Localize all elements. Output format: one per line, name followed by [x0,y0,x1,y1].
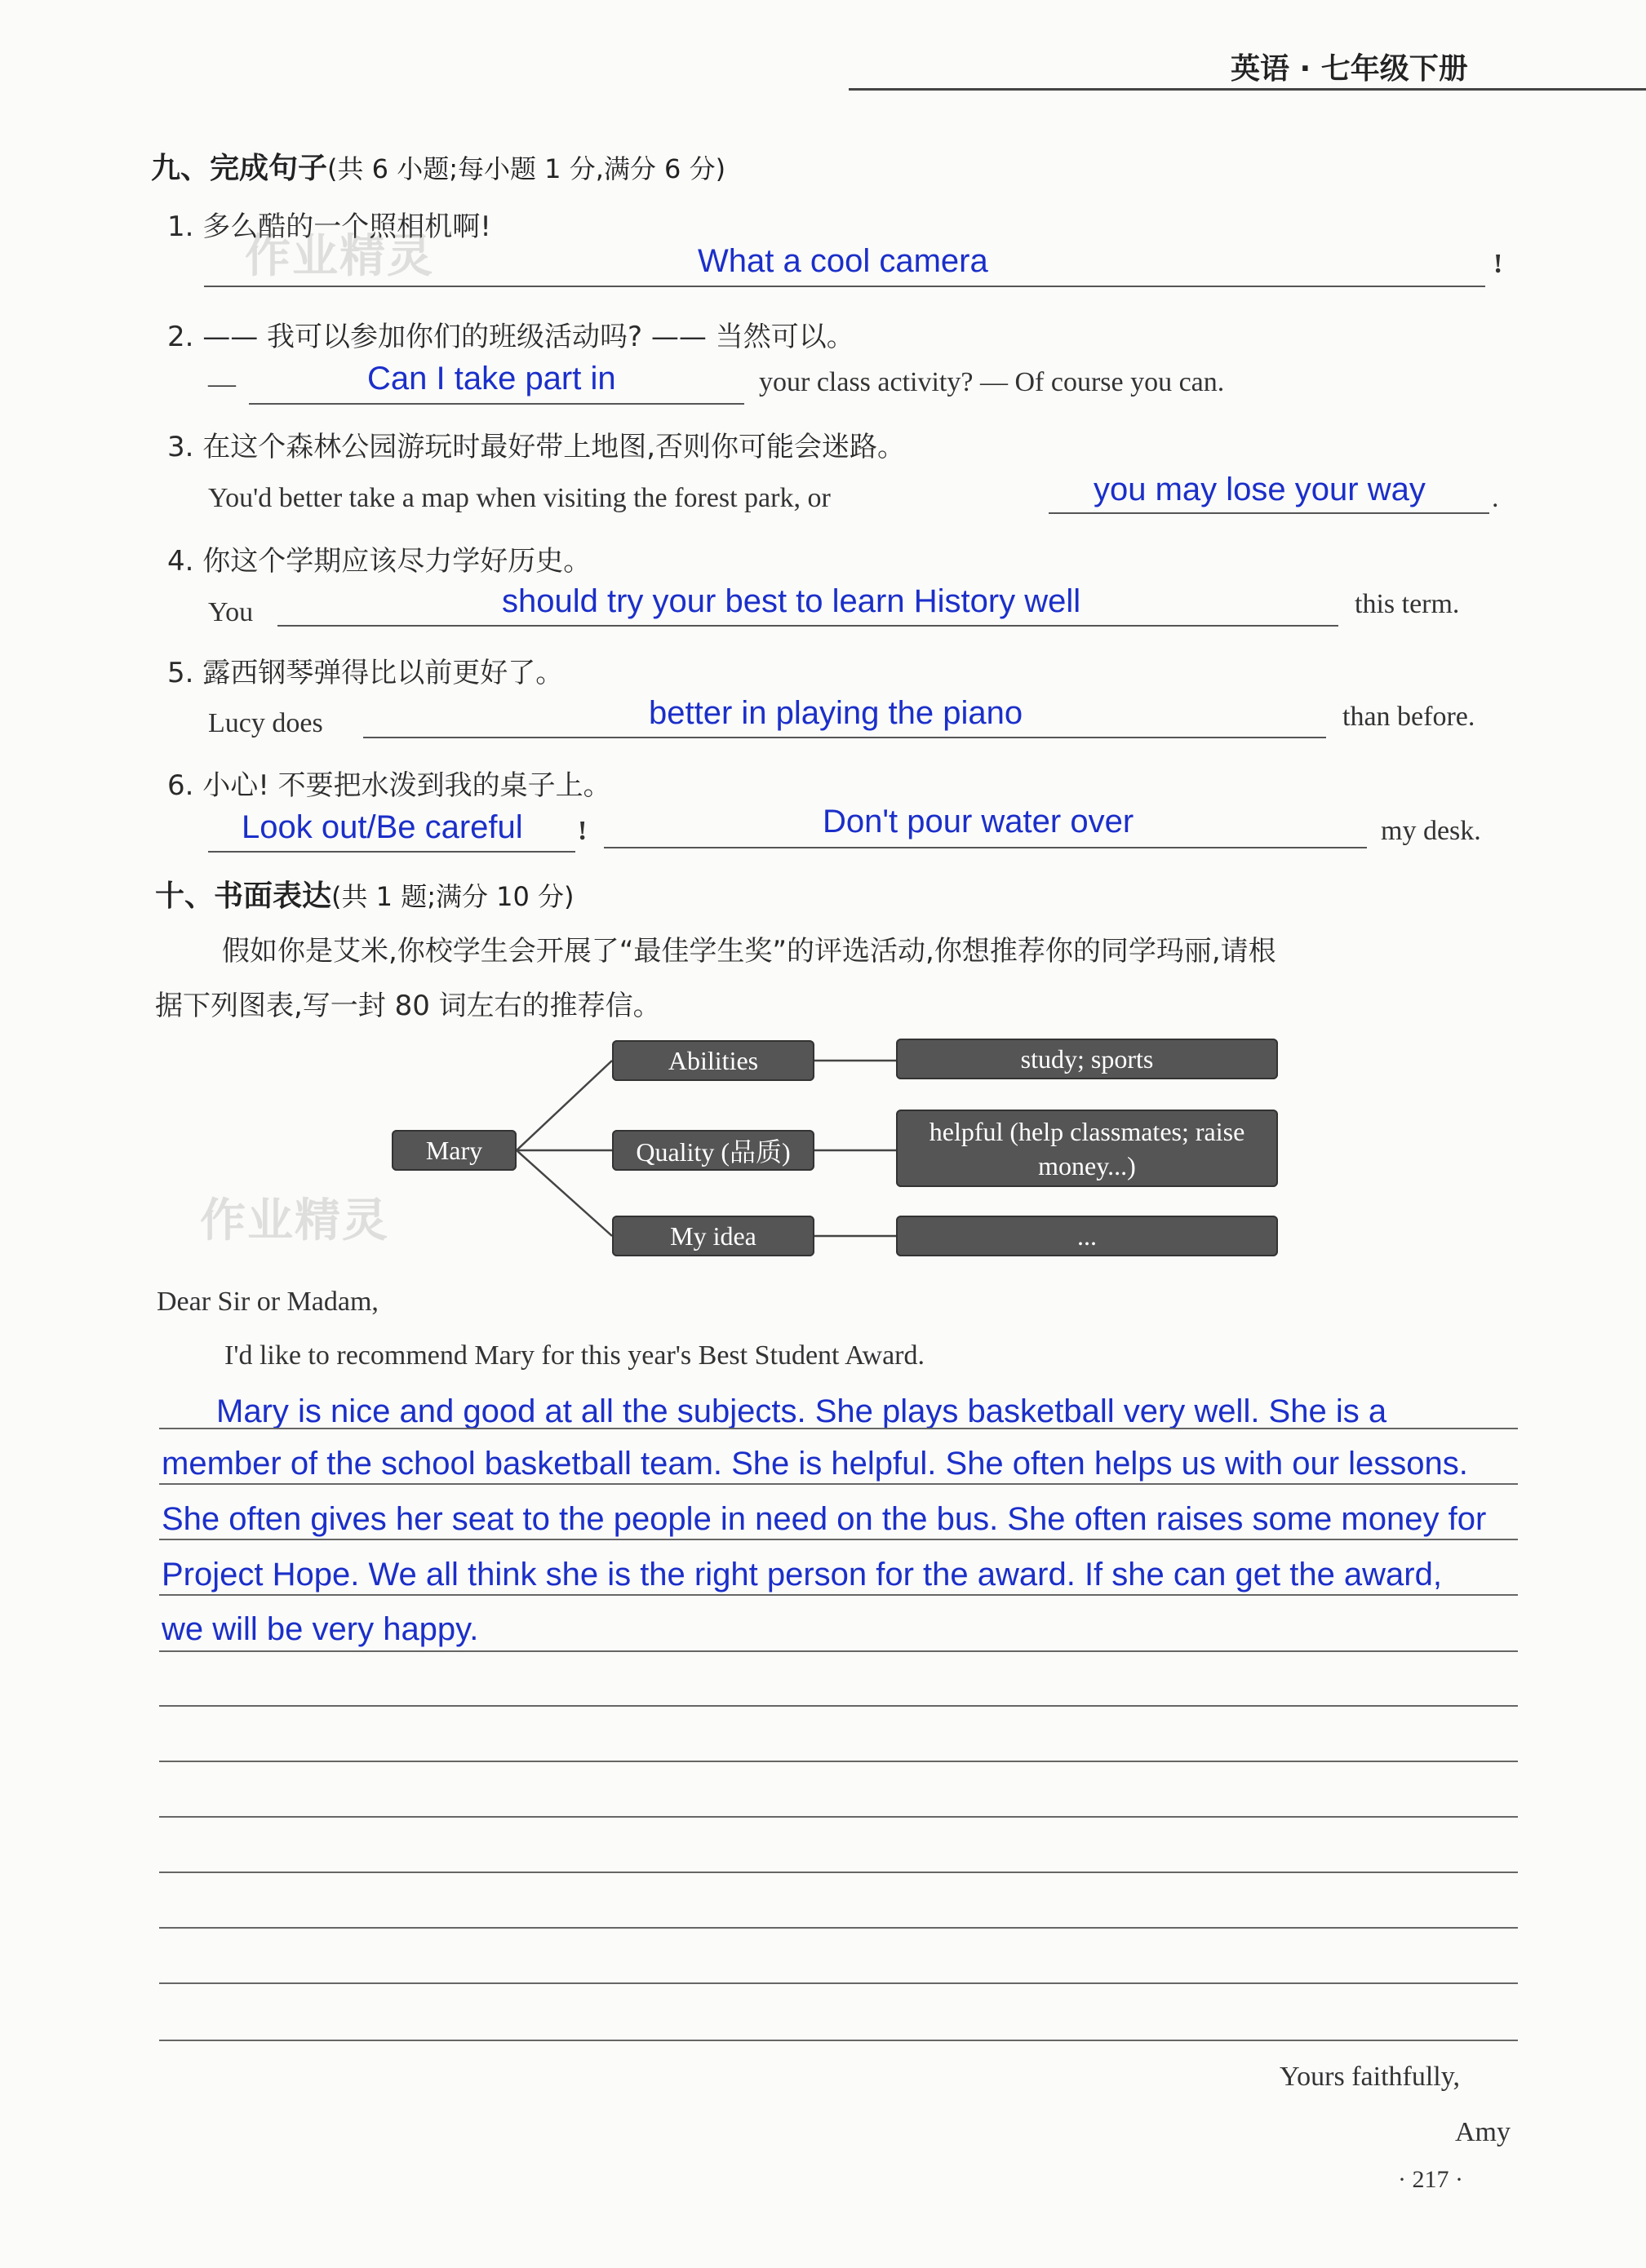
letter-signature: Amy [1455,2117,1511,2147]
q5-lead: Lucy does [208,708,323,738]
diagram-detail-abilities: study; sports [896,1039,1278,1079]
watermark: 作业精灵 [200,1194,389,1247]
letter-opening: I'd like to recommend Mary for this year's Best Student Award. [224,1340,925,1371]
section-9-note: (共 6 小题;每小题 1 分,满分 6 分) [327,153,726,184]
q6-prompt: 6. 小心! 不要把水泼到我的桌子上。 [167,769,611,802]
q5-tail: than before. [1342,702,1475,732]
essay-line-1[interactable]: Mary is nice and good at all the subjects. She plays basketball very well. She is a [216,1393,1387,1429]
q6-tail: my desk. [1381,816,1481,846]
q3-lead: You'd better take a map when visiting the forest park, or [208,483,831,513]
q4-lead: You [208,597,254,627]
letter-closing: Yours faithfully, [1280,2062,1461,2092]
ruled-line [159,1650,1518,1652]
q2-tail: your class activity? — Of course you can. [759,367,1225,397]
q3-prompt: 3. 在这个森林公园游玩时最好带上地图,否则你可能会迷路。 [167,431,906,463]
q4-prompt: 4. 你这个学期应该尽力学好历史。 [167,545,592,578]
q3-answer[interactable]: you may lose your way [1094,472,1426,507]
essay-line-5[interactable]: we will be very happy. [162,1611,479,1647]
diagram-node-my-idea: My idea [612,1216,814,1256]
q1-prompt: 1. 多么酷的一个照相机啊! [167,210,491,243]
q6-answer-1[interactable]: Look out/Be careful [242,809,523,845]
ruled-line [159,1539,1518,1540]
watermark: 作业精灵 [245,230,434,283]
diagram-detail-quality: helpful (help classmates; raise money...) [896,1110,1278,1187]
diagram-node-abilities: Abilities [612,1040,814,1081]
q3-end-mark: . [1492,483,1499,513]
section-10-instruction-line-1: 假如你是艾米,你校学生会开展了“最佳学生奖”的评选活动,你想推荐你的同学玛丽,请根 [222,935,1276,968]
q2-lead: — [208,369,236,399]
q4-tail: this term. [1355,589,1460,619]
q1-end-mark: ! [1493,249,1503,279]
diagram-node-quality: Quality (品质) [612,1130,814,1171]
diagram-root-node: Mary [392,1130,517,1171]
essay-line-3[interactable]: She often gives her seat to the people in need on the bus. She often raises some money for [162,1501,1487,1537]
q6-answer-2[interactable]: Don't pour water over [823,804,1134,839]
q6-mid-mark: ! [578,816,588,846]
letter-salutation: Dear Sir or Madam, [157,1287,379,1317]
q2-prompt: 2. —— 我可以参加你们的班级活动吗? —— 当然可以。 [167,321,854,353]
q1-answer[interactable]: What a cool camera [698,243,988,279]
essay-line-2[interactable]: member of the school basketball team. She is helpful. She often helps us with our lessons. [162,1446,1468,1482]
q4-answer[interactable]: should try your best to learn History well [502,583,1081,619]
ruled-line [159,2040,1518,2041]
section-10-title: 十、书面表达 [155,879,332,913]
q5-answer[interactable]: better in playing the piano [649,695,1023,731]
diagram-detail-my-idea: ... [896,1216,1278,1256]
page-number: · 217 · [1398,2166,1463,2193]
section-9-title: 九、完成句子 [151,152,328,185]
ruled-line [159,1428,1518,1429]
ruled-line [159,1705,1518,1707]
ruled-line [159,1761,1518,1762]
page-header-title: 英语 · 七年级下册 [1231,52,1468,86]
ruled-line [159,1982,1518,1984]
section-10-note: (共 1 题;满分 10 分) [331,881,575,912]
ruled-line [159,1927,1518,1929]
ruled-line [159,1816,1518,1818]
q5-prompt: 5. 露西钢琴弹得比以前更好了。 [167,657,564,689]
ruled-line [159,1872,1518,1873]
ruled-line [159,1594,1518,1596]
ruled-line [159,1483,1518,1485]
section-10-instruction-line-2: 据下列图表,写一封 80 词左右的推荐信。 [155,990,661,1022]
q2-answer[interactable]: Can I take part in [367,361,616,396]
essay-line-4[interactable]: Project Hope. We all think she is the right person for the award. If she can get the award, [162,1557,1442,1592]
